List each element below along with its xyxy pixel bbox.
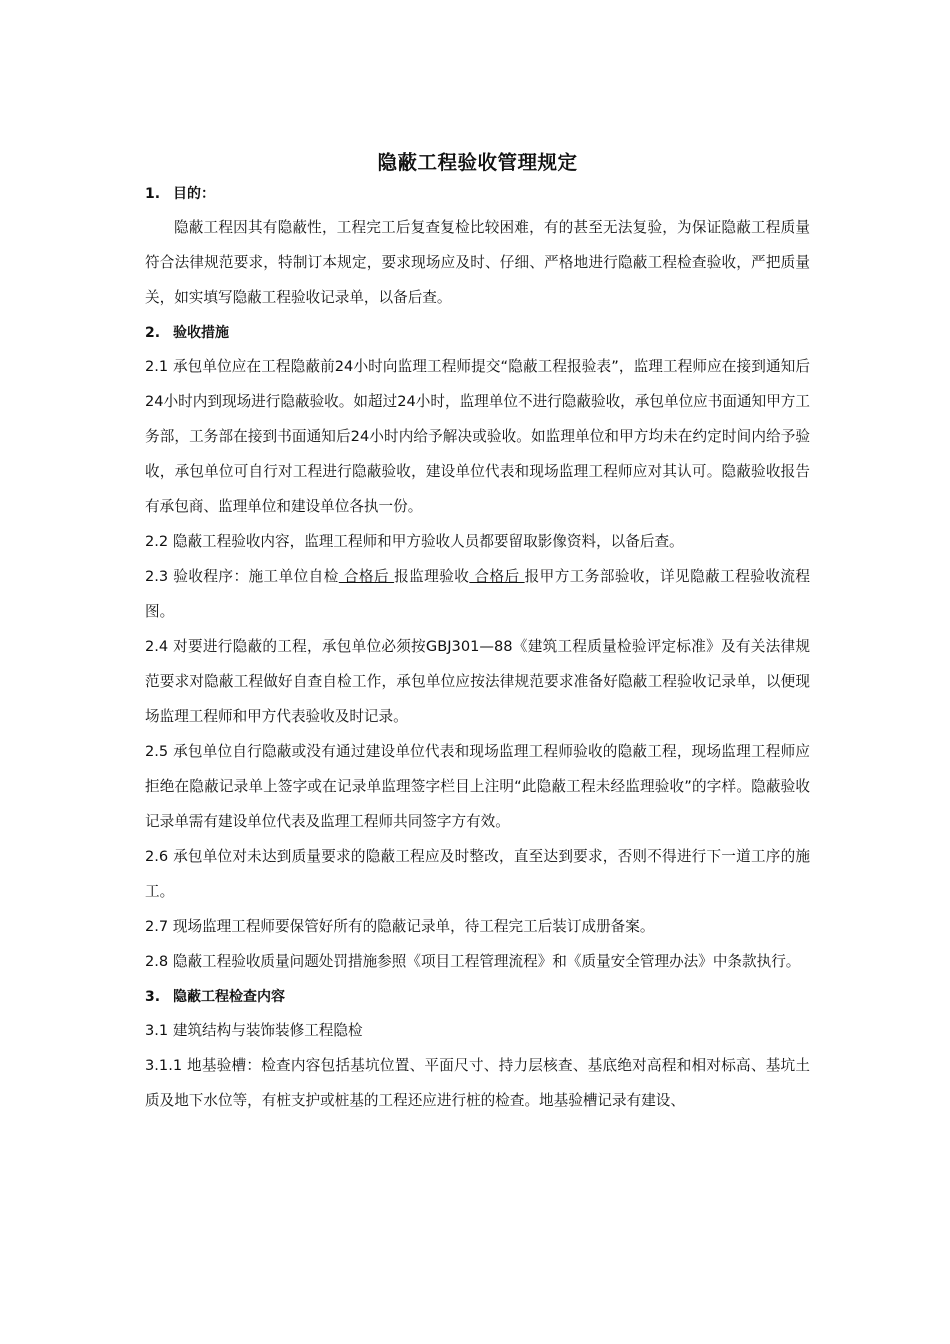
section-heading-2: [145, 323, 810, 343]
page-title: 隐蔽工程验收管理规定: [377, 151, 578, 174]
section-title: 隐蔽工程检查内容: [173, 989, 285, 1005]
paragraph-2-1: 2.1 承包单位应在工程隐蔽前24小时向监理工程师提交“隐蔽工程报验表”，监理工程师应在接到通知后24小时内到现场进行隐蔽验收。如超过24小时，监理单位不进行隐蔽验收，承包单位应书面通知甲方工务部，工务部在接到书面通知后24小时内给予解决或验收。如监理单位和甲方均未在约定时间内给予验收，承包单位可自行对工程进行隐蔽验收，建设单位代表和现场监理工程师应对其认可。隐蔽验收报告有承包商、监理单位和建设单位各执一份。: [145, 358, 810, 515]
document-body: [145, 150, 810, 1118]
section-title: 目的：: [173, 186, 215, 202]
underlined-text: 合格后: [469, 568, 525, 585]
paragraph-2-2: 2.2 隐蔽工程验收内容，监理工程师和甲方验收人员都要留取影像资料，以备后查。: [145, 533, 684, 550]
paragraph-3-1: 3.1 建筑结构与装饰装修工程隐检: [145, 1022, 363, 1039]
text-segment: 2.3 验收程序：施工单位自检: [145, 568, 339, 585]
section-number: 3.: [145, 989, 161, 1005]
underlined-text: 合格后: [338, 568, 395, 585]
text-segment: 报甲方工务部验收，详见隐蔽工程验收流程图。: [145, 568, 810, 620]
paragraph-3-1-1: 3.1.1 地基验槽：检查内容包括基坑位置、平面尺寸、持力层核查、基底绝对高程和相对标高、基坑土质及地下水位等，有桩支护或桩基的工程还应进行桩的检查。地基验槽记录有建设、: [145, 1057, 810, 1109]
paragraph-2-5: 2.5 承包单位自行隐蔽或没有通过建设单位代表和现场监理工程师验收的隐蔽工程，现场监理工程师应拒绝在隐蔽记录单上签字或在记录单监理签字栏目上注明“此隐蔽工程未经监理验收”的字样。隐蔽验收记录单需有建设单位代表及监理工程师共同签字方有效。: [145, 743, 810, 830]
section-number: 1.: [145, 186, 161, 202]
paragraph-2-3: [145, 559, 810, 629]
section-heading-3: [145, 987, 810, 1007]
paragraph-2-7: 2.7 现场监理工程师要保管好所有的隐蔽记录单，待工程完工后装订成册备案。: [145, 918, 655, 935]
section-number: 2.: [145, 325, 161, 341]
paragraph-2-8: 2.8 隐蔽工程验收质量问题处罚措施参照《项目工程管理流程》和《质量安全管理办法》中条款执行。: [145, 953, 801, 970]
section-heading-1: [145, 184, 810, 204]
text-segment: 报监理验收: [394, 568, 470, 585]
paragraph-2-4: 2.4 对要进行隐蔽的工程，承包单位必须按GBJ301—88《建筑工程质量检验评定标准》及有关法律规范要求对隐蔽工程做好自查自检工作，承包单位应按法律规范要求准备好隐蔽工程验收记录单，以便现场监理工程师和甲方代表验收及时记录。: [145, 638, 810, 725]
section-title: 验收措施: [173, 325, 229, 341]
paragraph-2-6: 2.6 承包单位对未达到质量要求的隐蔽工程应及时整改，直至达到要求，否则不得进行下一道工序的施工。: [145, 848, 810, 900]
paragraph-purpose: 隐蔽工程因其有隐蔽性，工程完工后复查复检比较困难，有的甚至无法复验，为保证隐蔽工程质量符合法律规范要求，特制订本规定，要求现场应及时、仔细、严格地进行隐蔽工程检查验收，严把质量关，如实填写隐蔽工程验收记录单，以备后查。: [145, 219, 810, 306]
